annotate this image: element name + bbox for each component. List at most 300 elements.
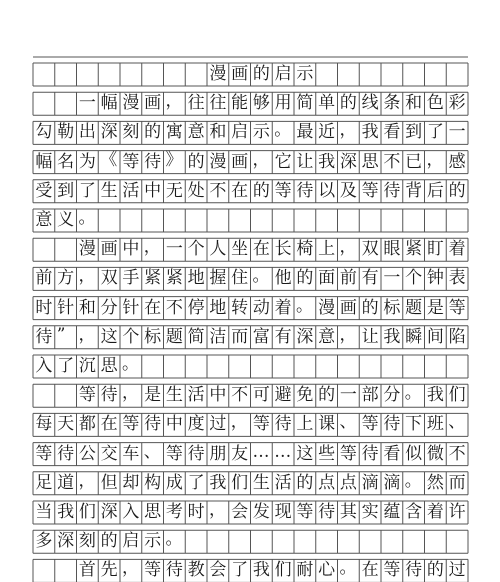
grid-char: ， [165,91,183,112]
grid-char: 先 [100,560,118,581]
grid-char: ， [209,500,226,520]
grid-char: … [274,441,292,462]
grid-char: 而 [448,472,466,493]
grid-char: 前 [339,268,357,289]
grid-char: 意 [187,122,205,143]
grid-char: 漫 [318,297,336,318]
grid-char: ， [78,266,96,287]
grid-char: 漫 [209,151,227,172]
grid-char: 深 [100,502,118,522]
grid-char: 避 [274,385,292,406]
grid-char: 等 [78,385,96,406]
grid-char: 微 [426,443,444,464]
grid-char: 漫 [122,93,140,114]
grid-char: 和 [209,122,227,143]
grid-char: 等 [252,414,270,435]
grid-char: 等 [383,560,401,581]
grid-char: 陷 [448,326,466,347]
grid-char: 多 [35,531,53,552]
grid-char: 思 [361,151,379,172]
grid-char: 勒 [57,122,75,143]
grid-char: 人 [209,239,227,260]
grid-char: 待 [57,443,75,464]
grid-char: 滴 [383,472,401,493]
grid-char: 和 [405,93,423,114]
grid-char: 钟 [426,268,444,289]
grid-char: 画 [231,151,249,172]
grid-char: 班 [426,414,444,435]
grid-char: 们 [448,385,466,406]
grid-char: … [252,441,270,462]
grid-char: 以 [318,180,336,201]
grid-char: 过 [448,560,466,581]
grid-char: ， [339,237,357,258]
grid-char: 发 [252,502,270,522]
grid-char: 意 [35,210,53,230]
grid-char: 教 [187,560,205,581]
grid-char: 紧 [144,268,162,289]
grid-char: 滴 [361,472,379,493]
grid-char: 在 [231,180,249,201]
grid-char: 够 [252,93,270,114]
grid-char: ， [143,237,161,258]
grid-char: 中 [209,385,227,406]
grid-char: 成 [165,472,183,493]
grid-char: 待 [383,180,401,201]
grid-char: ， [122,558,139,579]
grid-char: 标 [383,297,401,318]
grid-char: 在 [144,297,162,318]
grid-char: 长 [274,239,292,260]
grid-char: 眼 [383,239,401,260]
grid-char: 》 [165,149,183,170]
essay-line [33,530,468,553]
grid-char: 有 [274,326,292,347]
grid-char: 的 [100,531,118,552]
grid-char: 待 [274,414,292,435]
grid-char: 表 [448,268,466,289]
grid-char: 近 [318,122,336,143]
grid-char: 、 [143,441,161,462]
grid-char: 受 [35,180,53,201]
grid-char: 名 [57,151,75,172]
grid-char: 不 [231,385,249,406]
grid-char: 等 [122,414,140,435]
grid-char: 我 [426,385,444,406]
grid-char: 的 [426,560,444,581]
grid-char: 画 [100,239,118,260]
grid-char: 可 [252,385,270,406]
essay-line [33,151,468,174]
grid-char: 处 [187,180,205,201]
grid-char: 深 [57,531,75,552]
grid-char: 公 [78,443,96,464]
grid-char: 每 [35,414,53,435]
grid-char: 耐 [296,560,314,581]
grid-char: 无 [165,180,183,201]
grid-char: 了 [78,180,96,201]
grid-char: 一 [448,122,466,143]
grid-char: 天 [57,414,75,435]
grid-char: 时 [187,502,205,522]
grid-char: 现 [274,502,292,522]
grid-char: 感 [448,151,466,172]
grid-char: 看 [383,443,401,464]
grid-char: 待 [144,414,162,435]
grid-char: 等 [296,502,314,522]
grid-char: ” [56,324,66,345]
grid-char: 不 [209,180,227,201]
grid-char: 及 [339,180,357,201]
grid-char: 着 [448,239,466,260]
essay-title [33,63,468,86]
grid-char: 让 [361,326,379,347]
essay-line [33,267,468,290]
grid-char: 勾 [35,122,53,143]
grid-char: 漫 [209,64,227,84]
grid-char: 让 [296,151,314,172]
grid-char: ， [339,120,357,141]
grid-char: 线 [361,93,379,114]
grid-char: 待 [296,180,314,201]
grid-char: 们 [231,472,249,493]
grid-char: 中 [122,239,140,260]
grid-char: 在 [100,414,118,435]
grid-char: ， [78,324,96,345]
grid-char: 分 [100,297,118,318]
grid-char: 在 [361,560,379,581]
grid-char: 面 [318,268,336,289]
grid-char: 。 [296,295,313,316]
grid-char: 的 [296,268,314,289]
grid-char: 它 [274,151,292,172]
grid-char: 个 [187,239,205,260]
grid-char: 色 [426,93,444,114]
grid-char: 到 [57,180,75,201]
grid-char: 活 [122,180,140,201]
grid-char: ， [122,383,139,404]
grid-char: 紧 [165,268,183,289]
grid-char: 简 [296,93,314,114]
grid-char: 的 [448,180,466,201]
grid-char: 一 [165,239,183,260]
grid-char: 转 [231,297,249,318]
grid-char: 。 [165,529,183,550]
grid-char: 度 [187,414,205,435]
grid-char: 入 [122,502,140,522]
grid-char: 我 [252,560,270,581]
grid-char: 单 [318,93,336,114]
grid-char: 上 [318,239,336,260]
grid-char: 待 [383,414,401,435]
grid-char: 在 [252,239,270,260]
grid-char: 出 [78,122,96,143]
grid-char: 但 [100,472,118,493]
grid-char: 握 [209,268,227,289]
grid-char: 我 [318,151,336,172]
grid-char: 足 [35,472,53,493]
grid-char: 《 [100,149,118,170]
grid-char: 。 [404,470,422,491]
grid-char: 等 [448,297,466,318]
grid-char: 许 [448,502,466,522]
grid-char: 活 [187,385,205,406]
grid-char: 幅 [35,151,53,172]
grid-char: 生 [100,180,118,201]
grid-char: 、 [339,412,357,433]
grid-char: 的 [187,151,205,172]
grid-char: 方 [57,268,75,289]
grid-char: 待 [405,560,423,581]
grid-char: 活 [274,472,292,493]
grid-char: 中 [144,180,162,201]
grid-char: 。 [404,383,422,404]
grid-char: 心 [318,560,336,581]
grid-char: 时 [35,297,53,318]
grid-char: 启 [122,531,140,552]
grid-char: 停 [187,297,205,318]
grid-char: 待 [318,502,336,522]
grid-char: 等 [122,151,140,172]
grid-char: 等 [339,443,357,464]
grid-char: 不 [383,151,401,172]
grid-char: 们 [78,502,96,522]
essay-line [33,384,468,407]
grid-char: 背 [405,180,423,201]
essay-line [33,413,468,436]
grid-char: 等 [361,180,379,201]
grid-char: 分 [383,385,401,406]
grid-char: 动 [252,297,270,318]
grid-char: 待 [361,443,379,464]
essay-line [33,297,468,320]
grid-char: 漫 [78,239,96,260]
grid-char: 幅 [100,93,118,114]
grid-char: 生 [165,385,183,406]
grid-char: 似 [405,443,423,464]
grid-char: 为 [78,151,96,172]
grid-char: 入 [35,356,53,376]
grid-char: 。 [252,266,270,287]
grid-char: 间 [426,326,444,347]
grid-char: 的 [252,64,270,84]
grid-char: 我 [209,472,227,493]
grid-char: ， [339,324,357,345]
grid-char: 用 [274,93,292,114]
grid-char: 双 [361,239,379,260]
grid-char: 思 [100,356,118,376]
grid-char: 刻 [122,122,140,143]
grid-char: 不 [165,297,183,318]
grid-char: 等 [144,560,162,581]
grid-char: 我 [57,502,75,522]
grid-char: 意 [318,326,336,347]
grid-char: 道 [57,472,75,493]
grid-char: 。 [274,120,292,141]
grid-char: 的 [296,472,314,493]
essay-line [33,501,468,524]
grid-char: 刻 [78,531,96,552]
grid-char: 、 [448,412,466,433]
grid-char: 等 [274,180,292,201]
grid-char: 沉 [78,356,96,376]
grid-char: 交 [100,443,118,464]
grid-char: 这 [100,326,118,347]
grid-char: 往 [187,93,205,114]
grid-char: 能 [231,93,249,114]
grid-char: 的 [318,385,336,406]
grid-char: 一 [383,268,401,289]
grid-char: 思 [144,502,162,522]
grid-char: 点 [339,472,357,493]
grid-char: 我 [361,122,379,143]
grid-char: 含 [405,502,423,522]
grid-char: 个 [405,268,423,289]
grid-char: 洁 [209,326,227,347]
grid-char: 条 [383,93,401,114]
grid-char: 他 [274,268,292,289]
grid-char: 都 [78,414,96,435]
grid-char: 其 [339,502,357,522]
grid-char: 地 [187,268,205,289]
grid-char: 简 [187,326,205,347]
grid-char: 前 [35,268,53,289]
grid-char: 的 [339,93,357,114]
grid-char: 生 [252,472,270,493]
essay-line [33,180,468,203]
grid-char: 。 [78,208,96,228]
grid-char: 后 [426,180,444,201]
grid-char: 首 [78,560,96,581]
grid-char: 示 [252,122,270,143]
grid-char: 的 [144,122,162,143]
grid-char: 瞬 [405,326,423,347]
essay-line [33,209,468,232]
grid-char: 却 [122,472,140,493]
essay-line [33,92,468,115]
grid-char: 不 [448,443,466,464]
grid-char: 富 [252,326,270,347]
grid-char: 待 [144,151,162,172]
grid-char: 我 [383,326,401,347]
grid-char: 彩 [448,93,466,114]
grid-char: 一 [339,385,357,406]
grid-char: 了 [426,122,444,143]
grid-char: 。 [122,354,139,374]
grid-char: 是 [426,297,444,318]
grid-char: 标 [144,326,162,347]
grid-char: 过 [209,414,227,435]
grid-char: 深 [339,151,357,172]
grid-char: 这 [296,443,314,464]
grid-char: 车 [122,443,140,464]
grid-char: 待 [187,443,205,464]
grid-char: 而 [231,326,249,347]
grid-char: 住 [231,268,249,289]
grid-char: 了 [57,356,75,376]
grid-char: 看 [383,122,401,143]
grid-char: ， [426,149,444,170]
grid-char: 寓 [165,122,183,143]
grid-char: 考 [165,502,183,522]
grid-char: 双 [100,268,118,289]
essay-line [33,443,468,466]
grid-char: 到 [405,122,423,143]
essay-line [33,326,468,349]
grid-char: 课 [318,414,336,435]
grid-char: 已 [405,151,423,172]
grid-char: 等 [165,443,183,464]
grid-char: 地 [209,297,227,318]
grid-char: 椅 [296,239,314,260]
grid-char: 个 [122,326,140,347]
grid-char: 下 [405,414,423,435]
essay-line [33,121,468,144]
grid-char: 会 [209,560,227,581]
grid-char: 和 [78,297,96,318]
grid-char: 。 [339,558,357,579]
grid-char: 当 [35,502,53,522]
grid-char: 些 [318,443,336,464]
grid-char: 会 [231,502,249,522]
grid-char: 着 [274,297,292,318]
grid-char: 们 [274,560,292,581]
essay-line [33,355,468,378]
grid-char: 等 [361,414,379,435]
grid-char: 免 [296,385,314,406]
grid-char: ， [78,470,96,491]
grid-char: 最 [296,122,314,143]
grid-char: 题 [165,326,183,347]
grid-char: 一 [78,93,96,114]
grid-char: 画 [339,297,357,318]
grid-char: 了 [231,560,249,581]
grid-char: 的 [361,297,379,318]
essay-line [33,238,468,261]
essay-line [33,559,468,582]
grid-char: 深 [296,326,314,347]
grid-char: 针 [57,297,75,318]
grid-char: 等 [35,443,53,464]
grid-char: 朋 [209,443,227,464]
essay-line [33,472,468,495]
grid-char: 有 [361,268,379,289]
grid-char: 点 [318,472,336,493]
grid-char: 待 [35,326,53,347]
grid-char: 启 [274,64,292,84]
grid-char: 示 [296,64,314,84]
grid-char: 坐 [231,239,249,260]
grid-char: 义 [57,210,75,230]
grid-char: 构 [144,472,162,493]
grid-char: 然 [426,472,444,493]
grid-char: ， [252,149,270,170]
grid-char: 示 [144,531,162,552]
grid-char: 上 [296,414,314,435]
grid-char: 中 [165,414,183,435]
grid-char: 启 [231,122,249,143]
grid-char: 往 [209,93,227,114]
grid-char: 画 [144,93,162,114]
grid-char: 了 [187,472,205,493]
grid-char: 针 [122,297,140,318]
grid-char: 深 [100,122,118,143]
grid-char: 着 [426,502,444,522]
grid-char: 待 [165,560,183,581]
grid-char: 紧 [405,239,423,260]
grid-char: 待 [100,385,118,406]
grid-char: 手 [122,268,140,289]
